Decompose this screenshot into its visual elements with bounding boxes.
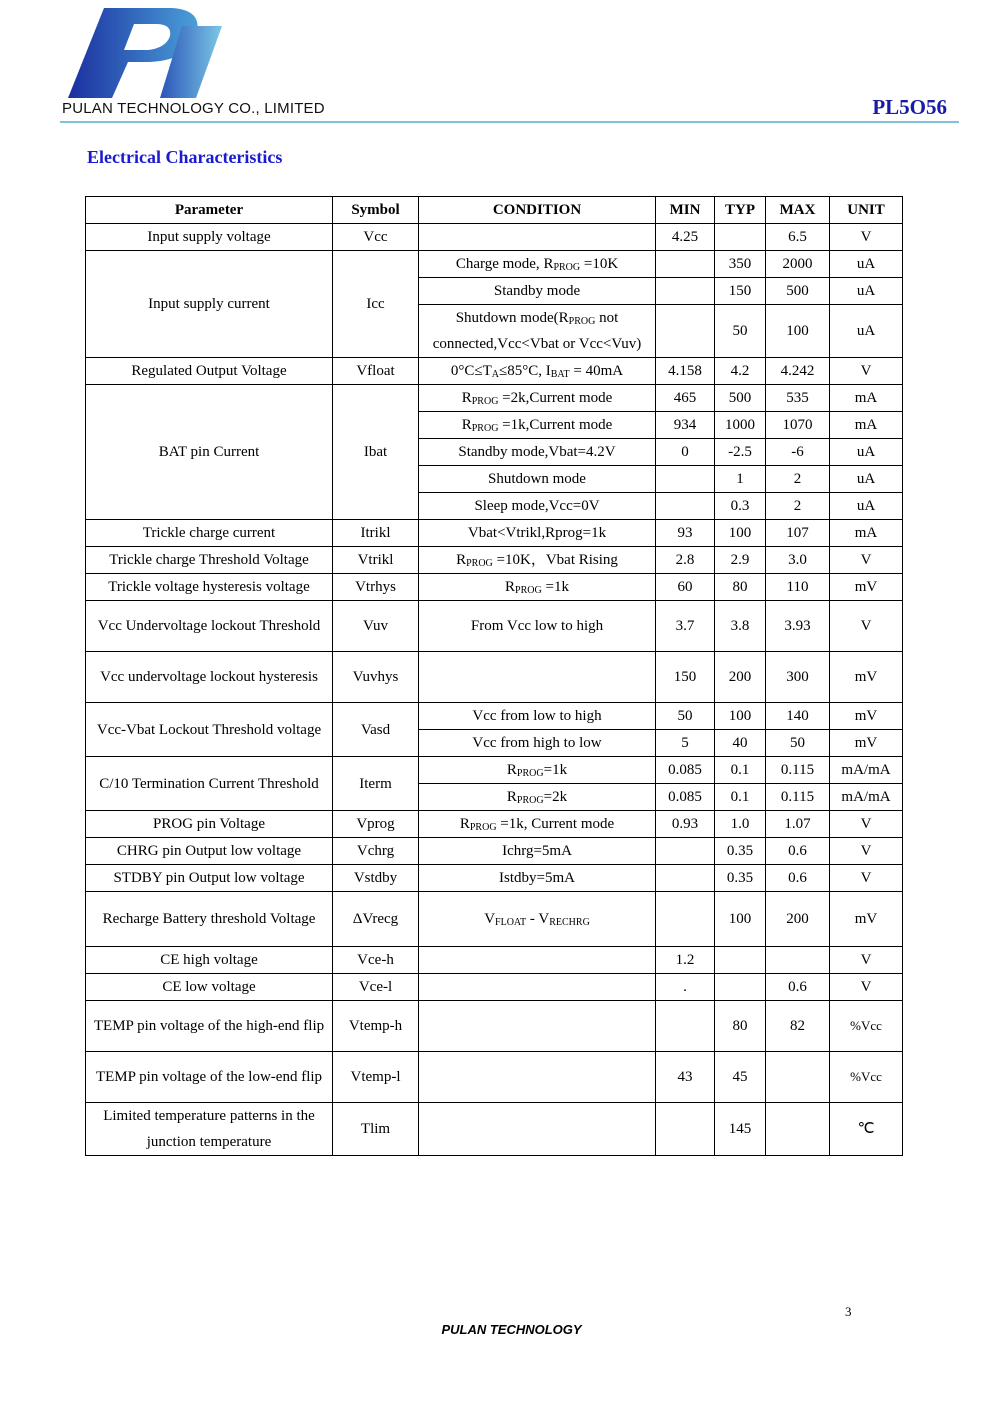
table-row <box>86 811 903 838</box>
cell-condition: $R_{PROG} =1k$ <box>419 574 656 601</box>
cell-condition: Charge mode, $R_{PROG} =10K$ <box>419 251 656 278</box>
cell-min: 43 <box>656 1052 715 1103</box>
cell-parameter: Limited temperature patterns in the junction temperature <box>86 1103 333 1156</box>
cell-parameter: Vcc undervoltage lockout hysteresis <box>86 652 333 703</box>
table-header-row <box>86 197 903 224</box>
cell-unit: mA <box>830 385 903 412</box>
cell-symbol: Vtrhys <box>333 574 419 601</box>
cell-symbol: Vuv <box>333 601 419 652</box>
header-max: MAX <box>766 197 830 224</box>
cell-symbol: Vce-l <box>333 974 419 1001</box>
cell-parameter: Trickle charge Threshold Voltage <box>86 547 333 574</box>
cell-symbol: Vtemp-l <box>333 1052 419 1103</box>
cell-unit: mA/mA <box>830 784 903 811</box>
cell-condition <box>419 974 656 1001</box>
header-divider <box>60 121 959 123</box>
cell-typ: 1 <box>715 466 766 493</box>
cell-condition: $V_{FLOAT} - V_{RECHRG}$ <box>419 892 656 947</box>
cell-condition: From Vcc low to high <box>419 601 656 652</box>
cell-min <box>656 493 715 520</box>
cell-max: 0.115 <box>766 784 830 811</box>
cell-parameter: CE low voltage <box>86 974 333 1001</box>
cell-condition: $R_{PROG} =10K$，Vbat Rising <box>419 547 656 574</box>
cell-max: 2 <box>766 466 830 493</box>
cell-unit: mA <box>830 412 903 439</box>
cell-condition: Vbat<Vtrikl,Rprog=1k <box>419 520 656 547</box>
cell-min <box>656 1103 715 1156</box>
cell-typ <box>715 224 766 251</box>
cell-condition <box>419 947 656 974</box>
cell-typ: 350 <box>715 251 766 278</box>
cell-parameter: Regulated Output Voltage <box>86 358 333 385</box>
cell-unit: V <box>830 947 903 974</box>
cell-min: . <box>656 974 715 1001</box>
cell-min: 60 <box>656 574 715 601</box>
cell-condition: Istdby=5mA <box>419 865 656 892</box>
cell-typ: 0.35 <box>715 838 766 865</box>
header-parameter: Parameter <box>86 197 333 224</box>
cell-min <box>656 892 715 947</box>
cell-unit: V <box>830 838 903 865</box>
cell-min: 93 <box>656 520 715 547</box>
cell-parameter: Vcc-Vbat Lockout Threshold voltage <box>86 703 333 757</box>
cell-min <box>656 1001 715 1052</box>
cell-min: 934 <box>656 412 715 439</box>
cell-condition: $0^\circ C\le T_A\le 85^\circ C$, $I_{BAT} = 40mA$ <box>419 358 656 385</box>
cell-unit: mV <box>830 892 903 947</box>
cell-typ: 100 <box>715 703 766 730</box>
cell-condition: Vcc from high to low <box>419 730 656 757</box>
cell-parameter: Input supply voltage <box>86 224 333 251</box>
table-row <box>86 703 903 730</box>
cell-min: 0.085 <box>656 784 715 811</box>
pulan-logo-icon <box>64 6 224 102</box>
cell-condition: $R_{PROG}$ =2k,Current mode <box>419 385 656 412</box>
table-row <box>86 547 903 574</box>
cell-condition <box>419 1103 656 1156</box>
cell-symbol: Vfloat <box>333 358 419 385</box>
cell-max: 6.5 <box>766 224 830 251</box>
cell-typ: 145 <box>715 1103 766 1156</box>
cell-unit: V <box>830 547 903 574</box>
cell-condition: Standby mode <box>419 278 656 305</box>
cell-max: 3.93 <box>766 601 830 652</box>
cell-symbol: Icc <box>333 251 419 358</box>
cell-condition: $R_{PROG} =1k$, Current mode <box>419 811 656 838</box>
cell-typ: -2.5 <box>715 439 766 466</box>
cell-min <box>656 865 715 892</box>
cell-typ: 150 <box>715 278 766 305</box>
cell-unit: V <box>830 224 903 251</box>
cell-max: 0.6 <box>766 838 830 865</box>
cell-unit: mV <box>830 652 903 703</box>
cell-min: 0.085 <box>656 757 715 784</box>
cell-symbol: Vuvhys <box>333 652 419 703</box>
cell-max: 535 <box>766 385 830 412</box>
table-row <box>86 1103 903 1156</box>
cell-parameter: Trickle charge current <box>86 520 333 547</box>
cell-typ: 200 <box>715 652 766 703</box>
cell-typ: 1000 <box>715 412 766 439</box>
cell-typ: 40 <box>715 730 766 757</box>
cell-condition: $R_{PROG}=2k$ <box>419 784 656 811</box>
cell-max: 2 <box>766 493 830 520</box>
cell-min: 465 <box>656 385 715 412</box>
cell-symbol: Vcc <box>333 224 419 251</box>
company-name: PULAN TECHNOLOGY CO., LIMITED <box>62 100 325 117</box>
cell-max: 107 <box>766 520 830 547</box>
cell-typ: 1.0 <box>715 811 766 838</box>
cell-min: 0 <box>656 439 715 466</box>
cell-symbol: Vtemp-h <box>333 1001 419 1052</box>
cell-min: 0.93 <box>656 811 715 838</box>
cell-symbol: Vprog <box>333 811 419 838</box>
cell-parameter: CE high voltage <box>86 947 333 974</box>
header-symbol: Symbol <box>333 197 419 224</box>
table-row <box>86 947 903 974</box>
cell-parameter: Recharge Battery threshold Voltage <box>86 892 333 947</box>
cell-condition: Vcc from low to high <box>419 703 656 730</box>
table-row <box>86 385 903 412</box>
part-number: PL5O56 <box>872 95 947 119</box>
cell-typ: 100 <box>715 892 766 947</box>
cell-symbol: Vstdby <box>333 865 419 892</box>
table-row <box>86 757 903 784</box>
cell-max: 0.6 <box>766 865 830 892</box>
cell-unit: ℃ <box>830 1103 903 1156</box>
cell-symbol: Vtrikl <box>333 547 419 574</box>
cell-max: 4.242 <box>766 358 830 385</box>
cell-typ: 50 <box>715 305 766 358</box>
cell-unit: mV <box>830 703 903 730</box>
cell-typ: 4.2 <box>715 358 766 385</box>
cell-max: 100 <box>766 305 830 358</box>
cell-parameter: BAT pin Current <box>86 385 333 520</box>
cell-parameter: Trickle voltage hysteresis voltage <box>86 574 333 601</box>
cell-typ: 0.1 <box>715 784 766 811</box>
cell-unit: V <box>830 865 903 892</box>
cell-typ: 2.9 <box>715 547 766 574</box>
cell-max: -6 <box>766 439 830 466</box>
cell-max: 500 <box>766 278 830 305</box>
header-typ: TYP <box>715 197 766 224</box>
cell-typ <box>715 974 766 1001</box>
cell-typ: 0.3 <box>715 493 766 520</box>
cell-max: 140 <box>766 703 830 730</box>
cell-min: 4.25 <box>656 224 715 251</box>
section-title: Electrical Characteristics <box>87 147 283 167</box>
cell-parameter: TEMP pin voltage of the high-end flip <box>86 1001 333 1052</box>
cell-min: 150 <box>656 652 715 703</box>
table-row <box>86 1052 903 1103</box>
cell-max: 0.6 <box>766 974 830 1001</box>
page-number: 3 <box>845 1304 852 1319</box>
cell-unit: V <box>830 974 903 1001</box>
electrical-characteristics-table <box>85 196 903 1156</box>
cell-symbol: Itrikl <box>333 520 419 547</box>
cell-max <box>766 947 830 974</box>
cell-max: 110 <box>766 574 830 601</box>
cell-symbol: ΔVrecg <box>333 892 419 947</box>
cell-unit: mV <box>830 730 903 757</box>
cell-parameter: PROG pin Voltage <box>86 811 333 838</box>
header-unit: UNIT <box>830 197 903 224</box>
cell-typ: 80 <box>715 1001 766 1052</box>
cell-symbol: Tlim <box>333 1103 419 1156</box>
cell-max <box>766 1052 830 1103</box>
cell-typ: 100 <box>715 520 766 547</box>
cell-max: 1070 <box>766 412 830 439</box>
cell-typ: 0.1 <box>715 757 766 784</box>
table-row <box>86 251 903 278</box>
table-row <box>86 574 903 601</box>
cell-max: 2000 <box>766 251 830 278</box>
cell-typ: 3.8 <box>715 601 766 652</box>
cell-max: 82 <box>766 1001 830 1052</box>
cell-unit: %Vcc <box>830 1052 903 1103</box>
header-condition: CONDITION <box>419 197 656 224</box>
table-row <box>86 1001 903 1052</box>
cell-typ: 0.35 <box>715 865 766 892</box>
cell-unit: uA <box>830 493 903 520</box>
cell-condition: Shutdown mode <box>419 466 656 493</box>
cell-condition <box>419 224 656 251</box>
cell-symbol: Vasd <box>333 703 419 757</box>
cell-condition: Shutdown $mode(R_{PROG}$ not connected,Vcc<Vbat or Vcc<Vuv) <box>419 305 656 358</box>
cell-parameter: CHRG pin Output low voltage <box>86 838 333 865</box>
cell-condition: $R_{PROG}=1k$ <box>419 757 656 784</box>
cell-unit: V <box>830 601 903 652</box>
cell-min: 1.2 <box>656 947 715 974</box>
cell-typ: 45 <box>715 1052 766 1103</box>
cell-min <box>656 251 715 278</box>
header-min: MIN <box>656 197 715 224</box>
table-row <box>86 601 903 652</box>
table-row <box>86 892 903 947</box>
cell-parameter: Input supply current <box>86 251 333 358</box>
cell-condition <box>419 1001 656 1052</box>
table-row <box>86 358 903 385</box>
table-row <box>86 974 903 1001</box>
cell-condition <box>419 652 656 703</box>
cell-condition: $R_{PROG}$ =1k,Current mode <box>419 412 656 439</box>
cell-unit: uA <box>830 305 903 358</box>
cell-unit: mA/mA <box>830 757 903 784</box>
cell-unit: V <box>830 811 903 838</box>
cell-min <box>656 466 715 493</box>
cell-unit: uA <box>830 278 903 305</box>
cell-parameter: TEMP pin voltage of the low-end flip <box>86 1052 333 1103</box>
cell-min: 4.158 <box>656 358 715 385</box>
table-row <box>86 520 903 547</box>
cell-typ: 80 <box>715 574 766 601</box>
table-row <box>86 224 903 251</box>
cell-unit: uA <box>830 466 903 493</box>
table-row <box>86 838 903 865</box>
cell-min: 2.8 <box>656 547 715 574</box>
cell-typ: 500 <box>715 385 766 412</box>
cell-condition <box>419 1052 656 1103</box>
cell-max: 50 <box>766 730 830 757</box>
cell-condition: Ichrg=5mA <box>419 838 656 865</box>
cell-max: 200 <box>766 892 830 947</box>
cell-unit: mV <box>830 574 903 601</box>
table-body <box>86 224 903 1156</box>
cell-unit: %Vcc <box>830 1001 903 1052</box>
cell-min <box>656 305 715 358</box>
cell-symbol: Vce-h <box>333 947 419 974</box>
footer-company: PULAN TECHNOLOGY <box>441 1322 582 1337</box>
cell-max: 0.115 <box>766 757 830 784</box>
cell-max: 1.07 <box>766 811 830 838</box>
cell-parameter: Vcc Undervoltage lockout Threshold <box>86 601 333 652</box>
table-row <box>86 652 903 703</box>
cell-parameter: STDBY pin Output low voltage <box>86 865 333 892</box>
cell-min: 3.7 <box>656 601 715 652</box>
cell-unit: mA <box>830 520 903 547</box>
cell-parameter: C/10 Termination Current Threshold <box>86 757 333 811</box>
cell-min: 5 <box>656 730 715 757</box>
cell-unit: uA <box>830 439 903 466</box>
cell-max: 3.0 <box>766 547 830 574</box>
cell-max: 300 <box>766 652 830 703</box>
cell-condition: Sleep mode,Vcc=0V <box>419 493 656 520</box>
cell-min <box>656 278 715 305</box>
cell-condition: Standby mode,Vbat=4.2V <box>419 439 656 466</box>
cell-min <box>656 838 715 865</box>
cell-typ <box>715 947 766 974</box>
cell-unit: uA <box>830 251 903 278</box>
cell-symbol: Iterm <box>333 757 419 811</box>
cell-symbol: Vchrg <box>333 838 419 865</box>
cell-unit: V <box>830 358 903 385</box>
table-row <box>86 865 903 892</box>
cell-max <box>766 1103 830 1156</box>
cell-min: 50 <box>656 703 715 730</box>
cell-symbol: Ibat <box>333 385 419 520</box>
